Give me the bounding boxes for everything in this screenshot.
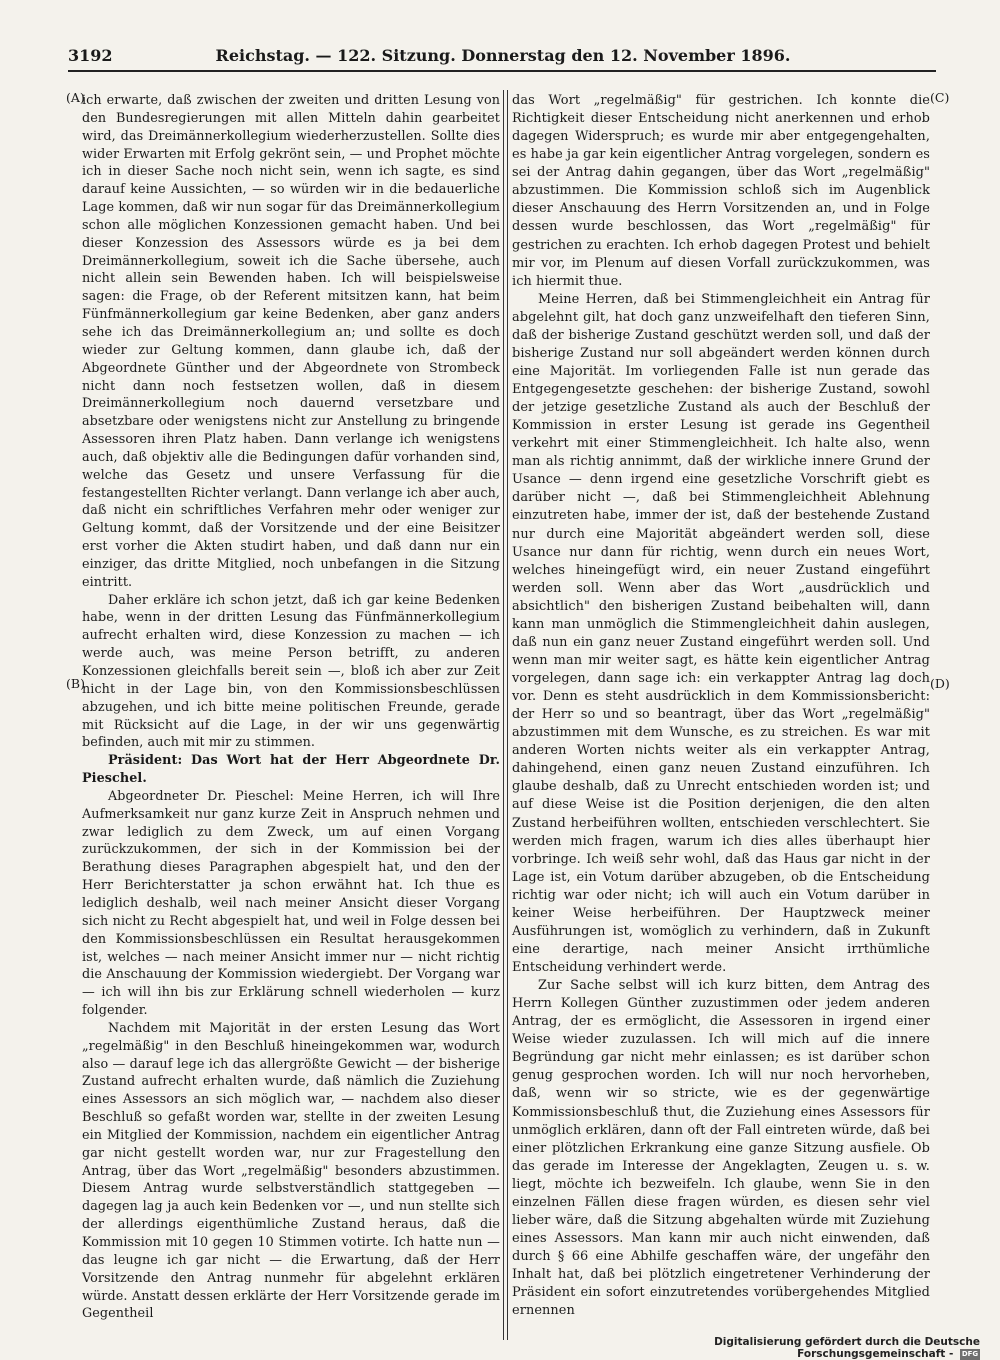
running-title: Reichstag. — 122. Sitzung. Donnerstag den 12. November 1896. xyxy=(215,46,791,65)
header-rule xyxy=(68,70,936,72)
margin-marker-d: (D) xyxy=(930,676,950,691)
paragraph: Abgeordneter Dr. Pieschel: Meine Herren, ich will Ihre Aufmerksamkeit nur ganz kurze Zeit in Anspruch nehmen und zwar lediglich zu dem Zweck, um auf einen Vorgang zurückzukommen, der sich in der Kommission bei der Berathung dieses Paragraphen abgespielt hat, und den der Herr Berichterstatter ja schon erwähnt hat. Ich thue es lediglich deshalb, weil nach meiner Ansicht dieser Vorgang sich nicht zu Recht abgespielt hat, und weil in Folge dessen bei den Kommissionsbeschlüssen ein Resultat herausgekommen ist, welches — nach meiner Ansicht immer nur — nicht richtig die Anschauung der Kommission wiedergiebt. Der Vorgang war — ich will ihn bis zur Erklärung schnell wiederholen — kurz folgender. xyxy=(82,788,500,1019)
paragraph: Zur Sache selbst will ich kurz bitten, dem Antrag des Herrn Kollegen Günther zuzustimmen oder jedem anderen Antrag, der es ermöglicht, die Assessoren in irgend einer Weise wieder zuzulassen. Ich will mich auf die innere Begründung gar nicht mehr einlassen; es ist darüber schon genug gesprochen worden. Ich will nur noch hervorheben, daß, wenn wir so stricte, wie es der gegenwärtige Kommissionsbeschluß thut, die Zuziehung eines Assessors für unmöglich erklären, dann oft der Fall eintreten würde, daß bei einer plötzlichen Erkrankung eine ganze Sitzung ausfiele. Ob das gerade im Interesse der Angeklagten, Zeugen u. s. w. liegt, möchte ich bezweifeln. Ich glaube, wenn Sie in den einzelnen Fällen diese fragen würden, es diesen sehr viel lieber wäre, daß die Sitzung abgehalten würde mit Zuziehung eines Assessors. Man kann mir auch nicht einwenden, daß durch § 66 eine Abhilfe geschaffen wäre, der ungefähr den Inhalt hat, daß bei plötzlich eingetretener Verhinderung der Präsident ein sofort einzutretendes vorübergehendes Mitglied ernennen xyxy=(512,978,930,1319)
paragraph: Daher erkläre ich schon jetzt, daß ich gar keine Bedenken habe, wenn in der dritten Lesung das Fünfmännerkollegium aufrecht erhalten wird, diese Konzession zu machen — ich werde auch, was meine Person betrifft, zu anderen Konzessionen gleichfalls bereit sein —, bloß ich aber zur Zeit nicht in der Lage bin, von den Kommissionsbeschlüssen abzugehen, und ich bitte meine politischen Freunde, gerade mit Rücksicht auf die Lage, in der wir uns gegenwärtig befinden, auch mit mir zu stimmen. xyxy=(82,592,500,751)
speaker-line: Präsident: Das Wort hat der Herr Abgeordnete Dr. Pieschel. xyxy=(82,753,500,787)
margin-marker-c: (C) xyxy=(930,90,950,105)
page-header xyxy=(68,44,938,70)
page-number: 3192 xyxy=(68,46,113,65)
footer-text: Digitalisierung gefördert durch die Deutsche Forschungsgemeinschaft - xyxy=(714,1336,980,1360)
paragraph: das Wort „regelmäßig" für gestrichen. Ich konnte die Richtigkeit dieser Entscheidung nicht anerkennen und erhob dagegen Widerspruch; es wurde mir aber entgegengehalten, es habe ja gar kein eigentlicher Antrag vorgelegen, sondern es sei der Antrag dahin gegangen, über das Wort „regelmäßig" abzustimmen. Die Kommission schloß sich im Augenblick dieser Anschauung des Herrn Vorsitzenden an, und in Folge dessen wurde beschlossen, das Wort „regelmäßig" für gestrichen zu erachten. Ich erhob dagegen Protest und behielt mir vor, im Plenum auf diesen Vorfall zurückzukommen, was ich hiermit thue. xyxy=(512,93,930,289)
paragraph: Nachdem mit Majorität in der ersten Lesung das Wort „regelmäßig" in den Beschluß hineingekommen war, wodurch also — darauf lege ich das allergrößte Gewicht — der bisherige Zustand aufrecht erhalten wurde, daß nämlich die Zuziehung eines Assessors an sich möglich war, — nachdem also dieser Beschluß so gefaßt worden war, stellte in der zweiten Lesung ein Mitglied der Kommission, nachdem ein eigentlicher Antrag gar nicht gestellt worden war, nur zur Fragestellung den Antrag, über das Wort „regelmäßig" besonders abzustimmen. Diesem Antrag wurde selbstverständlich stattgegeben — dagegen lag ja auch kein Bedenken vor —, und nun stellte sich der allerdings eigenthümliche Zustand heraus, daß die Kommission mit 10 gegen 10 Stimmen votirte. Ich hatte nun — das leugne ich gar nicht — die Erwartung, daß der Herr Vorsitzende den Antrag nunmehr für abgelehnt erklären würde. Anstatt dessen erklärte der Herr Vorsitzende gerade im Gegentheil xyxy=(82,1020,500,1322)
paragraph: ich erwarte, daß zwischen der zweiten und dritten Lesung von den Bundesregierungen mit allen Mitteln dahin gearbeitet wird, das Dreimännerkollegium wiederherzustellen. Sollte dies wider Erwarten mit Erfolg gekrönt sein, — und Prophet möchte ich in dieser Sache noch nicht sein, wenn ich sagte, es sind darauf keine Aussichten, — so würden wir in die bedauerliche Lage kommen, daß wir nun sogar für das Dreimännerkollegium schon alle möglichen Konzessionen gemacht haben. Und bei dieser Konzession des Assessors würde es ja bei dem Dreimännerkollegium, soweit ich die Sache übersehe, auch nicht allein sein Bewenden haben. Ich will beispielsweise sagen: die Frage, ob der Referent mitsitzen kann, hat beim Fünfmännerkollegium gar keine Bedenken, aber ganz anders sehe ich das Dreimännerkollegium an; und sollte es doch wieder zur Geltung kommen, dann glaube ich, daß der Abgeordnete Günther und der Abgeordnete von Strombeck nicht dann noch festsetzen wollen, daß in diesem Dreimännerkollegium noch dauernd versetzbare und absetzbare oder wenigstens nicht zur Anstellung zu bringende Assessoren ihren Platz haben. Dann verlange ich wenigstens auch, daß objektiv alle die Bedingungen dafür vorhanden sind, welche das Gesetz und unsere Verfassung für die festangestellten Richter verlangt. Dann verlange ich aber auch, daß nicht ein schriftliches Verfahren mehr oder weniger zur Geltung kommt, daß der Vorsitzende und der eine Beisitzer erst vorher die Akten studirt haben, und daß dann nur ein einziger, das dritte Mitglied, noch unbefangen in die Sitzung eintritt. xyxy=(82,93,500,590)
paragraph: Meine Herren, daß bei Stimmengleichheit ein Antrag für abgelehnt gilt, hat doch ganz unzweifelhaft den tieferen Sinn, daß der bisherige Zustand geschützt werden soll, und daß der bisherige Zustand nur soll abgeändert werden können durch eine Majorität. Im vorliegenden Falle ist nun gerade das Entgegengesetzte geschehen: der bisherige Zustand, sowohl der jetzige gesetzliche Zustand als auch der Beschluß der Kommission in erster Lesung ist gerade ins Gegentheil verkehrt mit einer Stimmengleichheit. Ich halte also, wenn man als richtig annimmt, daß der wirkliche innere Grund der Usance — denn irgend eine gesetzliche Vorschrift giebt es darüber nicht —, daß bei Stimmengleichheit Ablehnung einzutreten habe, immer der ist, daß der bestehende Zustand nur durch eine Majorität abgeändert werden soll, diese Usance nur dann für richtig, wenn durch ein neues Wort, welches hineingefügt wird, ein neuer Zustand eingeführt werden soll. Wenn aber das Wort „ausdrücklich und absichtlich" den bisherigen Zustand beibehalten will, dann kann man unmöglich die Stimmengleichheit dahin auslegen, daß nun ein ganz neuer Zustand eingeführt werden soll. Und wenn man mir weiter sagt, es hätte kein eigentlicher Antrag vorgelegen, dann sage ich: ein verkappter Antrag lag doch vor. Denn es steht ausdrücklich in dem Kommissionsbericht: der Herr so und so beantragt, über das Wort „regelmäßig" abzustimmen mit dem Wunsche, es zu streichen. Es war mit anderen Worten nichts weiter als ein verkappter Antrag, dahingehend, einen ganz neuen Zustand einzuführen. Ich glaube deshalb, daß zu Unrecht entschieden worden ist; und auf diese Weise ist die Position derjenigen, die den alten Zustand herbeiführen wollten, entschieden verschlechtert. Sie werden mich fragen, warum ich dies alles überhaupt hier vorbringe. Ich weiß sehr wohl, daß das Haus gar nicht in der Lage ist, ein Votum darüber abzugeben, ob die Entscheidung richtig war oder nicht; ich will auch ein Votum darüber in keiner Weise herbeiführen. Der Hauptzweck meiner Ausführungen ist, womöglich zu verhindern, daß in Zukunft eine derartige, nach meiner Ansicht irrthümliche Entscheidung verhindert werde. xyxy=(512,291,930,975)
digitization-footer xyxy=(610,1336,980,1360)
left-column xyxy=(82,92,500,1323)
right-column xyxy=(512,92,930,1320)
margin-marker-b: (B) xyxy=(66,676,85,691)
column-divider xyxy=(503,90,508,1340)
margin-marker-a: (A) xyxy=(66,90,85,105)
dfg-logo: DFG xyxy=(961,1349,979,1358)
